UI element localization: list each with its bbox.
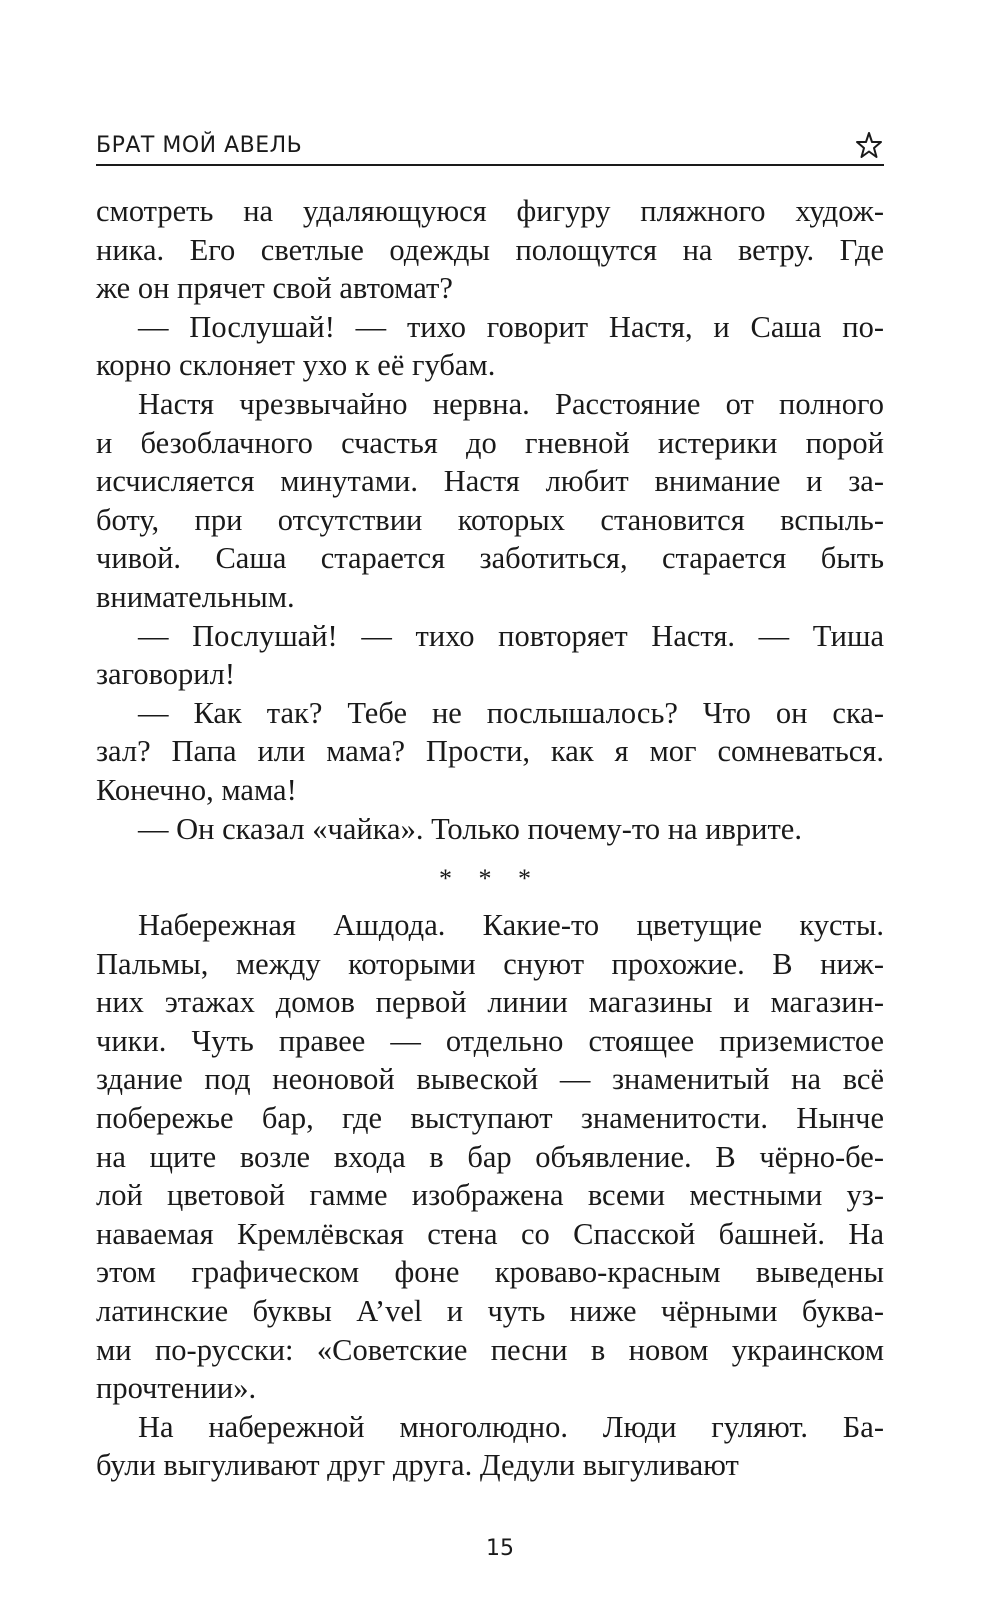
text-line: На набережной многолюдно. Люди гуляют. Ба- bbox=[138, 1409, 884, 1444]
text-line: корно склоняет ухо к её губам. bbox=[96, 348, 496, 383]
text-line: же он прячет свой автомат? bbox=[96, 271, 453, 306]
text-line: наваемая Кремлёвская стена со Спасской башней. На bbox=[96, 1216, 884, 1251]
body-text bbox=[96, 192, 884, 1485]
text-line: чивой. Саша старается заботиться, старается быть bbox=[96, 541, 884, 576]
text-line: здание под неоновой вывеской — знаменитый на всё bbox=[96, 1062, 884, 1097]
text-line: этом графическом фоне кроваво-красным выведены bbox=[96, 1255, 884, 1290]
text-line: зал? Папа или мама? Прости, как я мог сомневаться. bbox=[96, 734, 884, 769]
text-line: смотреть на удаляющуюся фигуру пляжного худож- bbox=[96, 194, 884, 228]
paragraph bbox=[96, 694, 884, 810]
page-number: 15 bbox=[486, 1536, 514, 1561]
section-separator: * * * bbox=[439, 864, 541, 894]
paragraph bbox=[96, 810, 884, 849]
text-line: чики. Чуть правее — отдельно стоящее приземистое bbox=[96, 1023, 884, 1058]
text-line: — Послушай! — тихо говорит Настя, и Саша по- bbox=[138, 309, 884, 344]
text-line: них этажах домов первой линии магазины и магазин- bbox=[96, 985, 884, 1020]
text-line: ми по-русски: «Советские песни в новом украинском bbox=[96, 1332, 884, 1367]
paragraph bbox=[96, 192, 884, 308]
text-line: — Он сказал «чайка». Только почему-то на иврите. bbox=[138, 811, 802, 846]
running-title: БРАТ МОЙ АВЕЛЬ bbox=[96, 133, 303, 158]
running-header bbox=[96, 118, 884, 166]
text-line: на щите возле входа в бар объявление. В чёрно-бе- bbox=[96, 1139, 884, 1174]
text-line: Набережная Ашдода. Какие-то цветущие кусты. bbox=[138, 908, 884, 943]
star-outline-icon bbox=[854, 130, 884, 160]
paragraph bbox=[96, 1408, 884, 1485]
text-line: исчисляется минутами. Настя любит внимание и за- bbox=[96, 464, 884, 499]
text-line: — Послушай! — тихо повторяет Настя. — Тиша bbox=[138, 618, 884, 653]
text-line: — Как так? Тебе не послышалось? Что он ска- bbox=[138, 695, 884, 730]
text-line: и безоблачного счастья до гневной истерики порой bbox=[96, 425, 884, 460]
paragraph bbox=[96, 906, 884, 1408]
text-line: Конечно, мама! bbox=[96, 772, 297, 807]
text-line: були выгуливают друг друга. Дедули выгуливают bbox=[96, 1448, 739, 1483]
text-line: боту, при отсутствии которых становится вспыль- bbox=[96, 502, 884, 537]
text-line: лой цветовой гамме изображена всеми местными уз- bbox=[96, 1178, 884, 1213]
text-line: заговорил! bbox=[96, 657, 235, 692]
text-line: внимательным. bbox=[96, 579, 295, 614]
paragraph bbox=[96, 308, 884, 385]
text-line: латинские буквы A’vel и чуть ниже чёрными буква- bbox=[96, 1294, 884, 1329]
text-line: Пальмы, между которыми снуют прохожие. В ниж- bbox=[96, 946, 884, 981]
text-line: побережье бар, где выступают знаменитости. Нынче bbox=[96, 1101, 884, 1136]
text-line: ника. Его светлые одежды полощутся на ветру. Где bbox=[96, 232, 884, 267]
paragraph bbox=[96, 385, 884, 617]
text-line: Настя чрезвычайно нервна. Расстояние от полного bbox=[138, 386, 884, 421]
paragraph bbox=[96, 617, 884, 694]
text-line: прочтении». bbox=[96, 1371, 257, 1406]
